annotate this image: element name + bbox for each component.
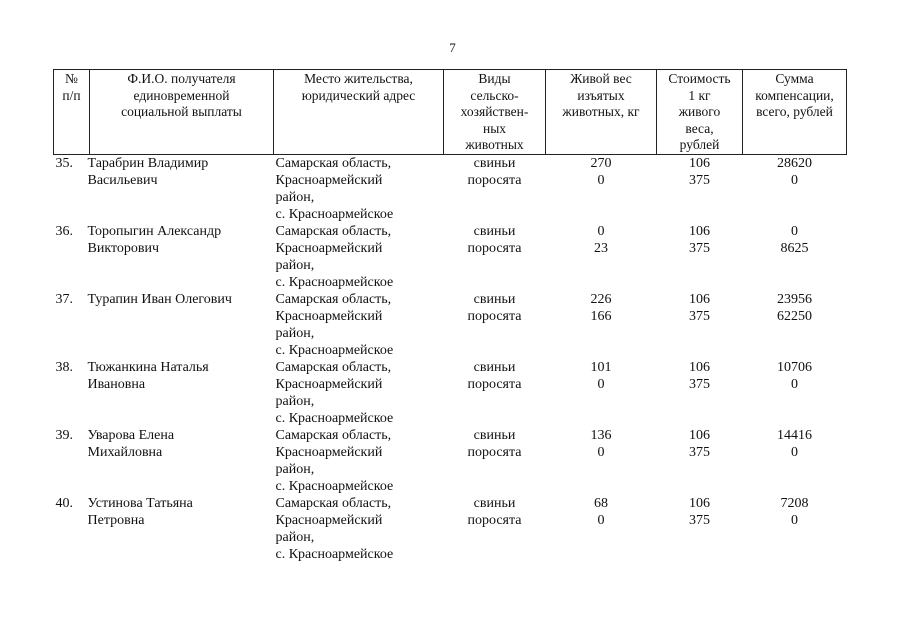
- row-number: 35.: [55, 155, 73, 171]
- table-row: [54, 223, 847, 291]
- header-sum: Сумма компенсации, всего, рублей: [743, 70, 847, 155]
- animal-kinds: свиньи поросята: [467, 359, 522, 392]
- cost-per-kg: 106 375: [689, 427, 710, 460]
- row-number: 37.: [55, 291, 73, 307]
- row-number: 36.: [55, 223, 73, 239]
- recipient-name: Тарабрин Владимир Васильевич: [87, 155, 209, 188]
- header-name: Ф.И.О. получателя единовременной социальной выплаты: [90, 70, 274, 155]
- animal-kinds: свиньи поросята: [467, 427, 522, 460]
- live-weight: 226 166: [590, 291, 612, 324]
- page-number: 7: [449, 40, 456, 55]
- live-weight: 0 23: [594, 223, 608, 256]
- animal-kinds: свиньи поросята: [467, 223, 522, 256]
- recipient-name: Устинова Татьяна Петровна: [87, 495, 193, 528]
- live-weight: 136 0: [590, 427, 612, 460]
- live-weight: 68 0: [594, 495, 608, 528]
- live-weight: 101 0: [590, 359, 612, 392]
- compensation-sum: 7208 0: [780, 495, 809, 528]
- animal-kinds: свиньи поросята: [467, 495, 522, 528]
- table-header-row: [54, 70, 847, 155]
- recipient-name: Тюжанкина Наталья Ивановна: [87, 359, 209, 392]
- animal-kinds: свиньи поросята: [467, 291, 522, 324]
- table-row: [54, 154, 847, 223]
- cost-per-kg: 106 375: [689, 155, 710, 188]
- animal-kinds: свиньи поросята: [467, 155, 522, 188]
- live-weight: 270 0: [590, 155, 612, 188]
- recipient-name: Уварова Елена Михайловна: [87, 427, 175, 460]
- cost-per-kg: 106 375: [689, 223, 710, 256]
- compensation-sum: 14416 0: [777, 427, 812, 460]
- cost-per-kg: 106 375: [689, 291, 710, 324]
- cost-per-kg: 106 375: [689, 495, 710, 528]
- header-kinds: Виды сельско- хозяйствен- ных животных: [444, 70, 546, 155]
- recipient-address: Самарская область, Красноармейский район, с. Красноармейское: [275, 223, 394, 290]
- row-number: 39.: [55, 427, 73, 443]
- compensation-sum: 23956 62250: [777, 291, 812, 324]
- compensation-sum: 10706 0: [777, 359, 812, 392]
- recipient-address: Самарская область, Красноармейский район, с. Красноармейское: [275, 155, 394, 222]
- recipient-address: Самарская область, Красноармейский район, с. Красноармейское: [275, 291, 394, 358]
- cost-per-kg: 106 375: [689, 359, 710, 392]
- compensation-sum: 28620 0: [777, 155, 812, 188]
- header-cost: Стоимость 1 кг живого веса, рублей: [657, 70, 743, 155]
- recipient-address: Самарская область, Красноармейский район, с. Красноармейское: [275, 495, 394, 562]
- table-row: [54, 359, 847, 427]
- row-number: 40.: [55, 495, 73, 511]
- recipient-name: Турапин Иван Олегович: [87, 291, 232, 307]
- compensation-table: [53, 69, 847, 563]
- recipient-address: Самарская область, Красноармейский район, с. Красноармейское: [275, 359, 394, 426]
- compensation-sum: 0 8625: [780, 223, 809, 256]
- table-row: [54, 291, 847, 359]
- recipient-name: Торопыгин Александр Викторович: [87, 223, 222, 256]
- row-number: 38.: [55, 359, 73, 375]
- header-num: № п/п: [54, 70, 90, 155]
- table-row: [54, 495, 847, 563]
- header-address: Место жительства, юридический адрес: [274, 70, 444, 155]
- header-weight: Живой вес изъятых животных, кг: [546, 70, 657, 155]
- recipient-address: Самарская область, Красноармейский район, с. Красноармейское: [275, 427, 394, 494]
- table-row: [54, 427, 847, 495]
